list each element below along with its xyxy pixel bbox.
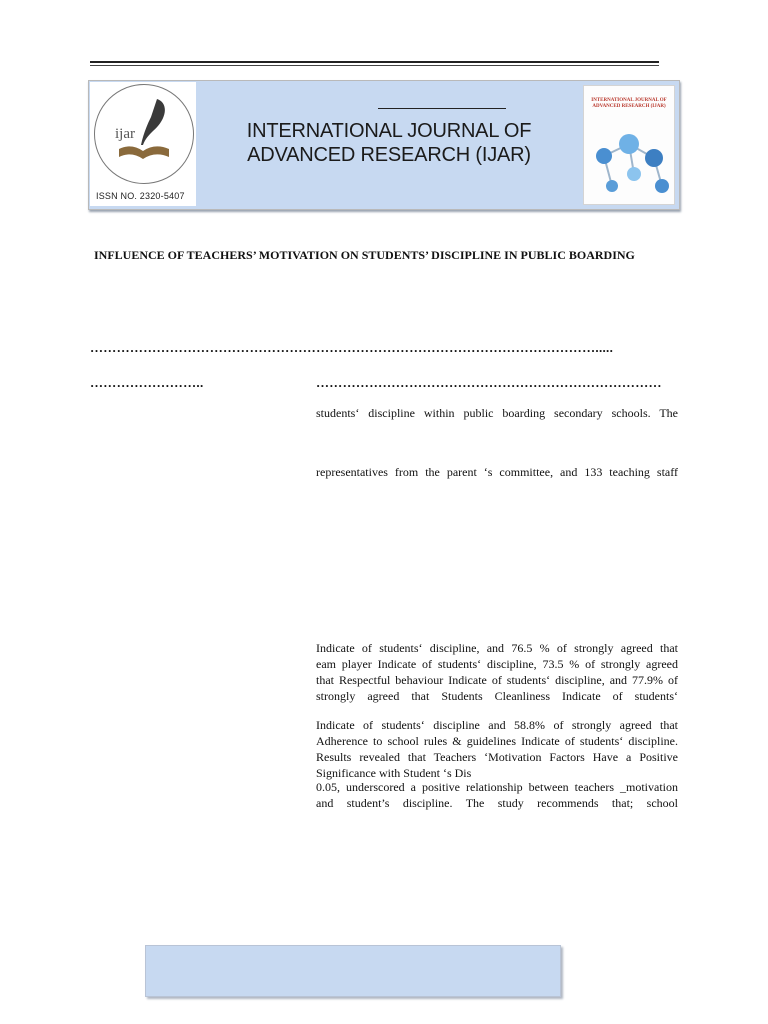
abstract-line: Indicate of students‘ discipline and 58.8% of strongly agreed that	[316, 718, 678, 732]
quill-book-icon	[95, 85, 193, 183]
abstract-line: Indicate of students‘ discipline, and 76.5 % of strongly agreed that	[316, 641, 678, 655]
journal-title-line-1: INTERNATIONAL JOURNAL OF	[246, 120, 532, 142]
paper-title: INFLUENCE OF TEACHERS’ MOTIVATION ON STUDENTS’ DISCIPLINE IN PUBLIC BOARDING	[94, 248, 635, 262]
footer-copyright-box	[145, 945, 561, 997]
abstract-line: and student’s discipline. The study recommends that; school	[316, 796, 678, 810]
top-rule	[90, 61, 659, 63]
dotted-separator-left: ……………………..	[90, 375, 204, 390]
journal-logo	[94, 84, 194, 184]
abstract-line: Results revealed that Teachers ‘Motivation Factors Have a Positive	[316, 750, 678, 764]
molecule-icon	[584, 86, 674, 204]
abstract-line: students‘ discipline within public boarding secondary schools. The	[316, 406, 678, 420]
abstract-line: eam player Indicate of students‘ discipline, 73.5 % of strongly agreed	[316, 657, 678, 671]
abstract-line: that Respectful behaviour Indicate of students‘ discipline, and 77.9% of	[316, 673, 678, 687]
cover-title: INTERNATIONAL JOURNAL OF ADVANCED RESEARCH (IJAR)	[591, 98, 667, 109]
journal-cover-thumbnail	[583, 85, 675, 205]
abstract-line: Adherence to school rules & guidelines Indicate of students‘ discipline.	[316, 734, 678, 748]
title-decoration-line	[378, 108, 506, 109]
issn-number: ISSN NO. 2320-5407	[96, 191, 185, 201]
logo-text: ijar	[115, 126, 135, 142]
journal-title	[208, 119, 570, 167]
abstract-line: representatives from the parent ‘s committee, and 133 teaching staff	[316, 465, 678, 479]
journal-title-line-2: ADVANCED RESEARCH (IJAR)	[247, 144, 531, 166]
abstract-line: Significance with Student ‘s Dis	[316, 766, 472, 780]
top-rule-thin	[90, 65, 659, 66]
dotted-separator: …………………………………………………………………………………………………….....	[90, 340, 614, 355]
dotted-separator-right: ……………………………………………………………………	[316, 375, 662, 390]
abstract-line: strongly agreed that Students Cleanliness Indicate of students‘	[316, 689, 678, 703]
abstract-line: 0.05, underscored a positive relationship between teachers _motivation	[316, 780, 678, 794]
